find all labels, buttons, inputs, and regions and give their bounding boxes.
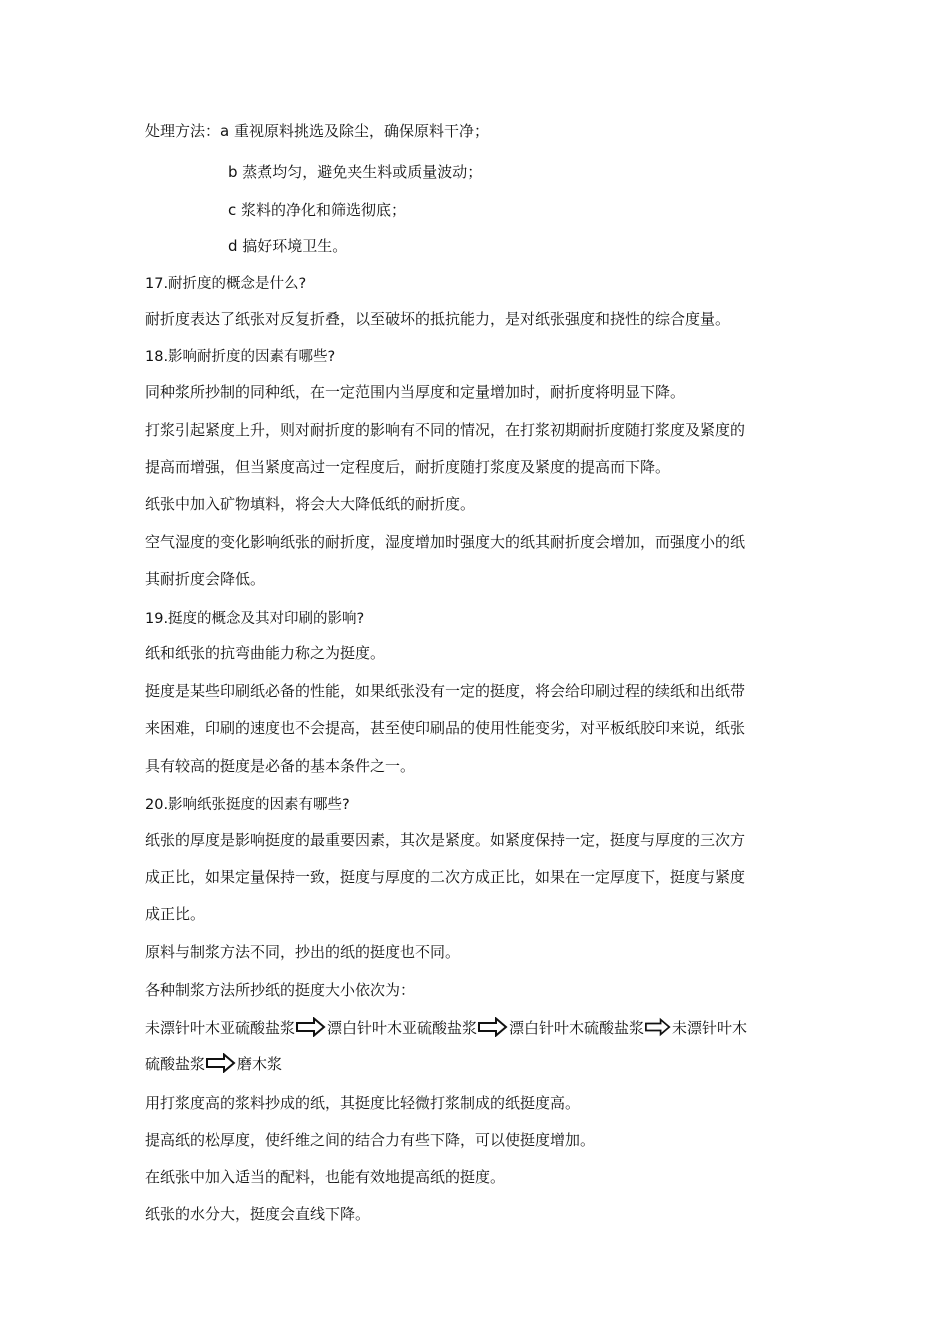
chain-item-1: 未漂针叶木亚硫酸盐浆 (145, 1019, 296, 1037)
treatment-item-a: a 重视原料挑选及除尘，确保原料干净； (220, 122, 489, 140)
right-hollow-arrow-icon (478, 1017, 508, 1042)
q20-line-2: 成正比，如果定量保持一致，挺度与厚度的二次方成正比，如果在一定厚度下，挺度与紧度 (145, 868, 746, 886)
q18-line-3: 提高而增强，但当紧度高过一定程度后，耐折度随打浆度及紧度的提高而下降。 (145, 458, 671, 476)
q20-tail-line-2: 提高纸的松厚度，使纤维之间的结合力有些下降，可以使挺度增加。 (145, 1131, 596, 1149)
q19-line-4: 具有较高的挺度是必备的基本条件之一。 (145, 757, 416, 775)
q18-line-1: 同种浆所抄制的同种纸，在一定范围内当厚度和定量增加时，耐折度将明显下降。 (145, 383, 686, 401)
q20-line-3: 成正比。 (145, 905, 206, 923)
q18-line-5: 空气湿度的变化影响纸张的耐折度，湿度增加时强度大的纸其耐折度会增加，而强度小的纸 (145, 533, 746, 551)
right-hollow-arrow-icon (296, 1017, 326, 1042)
pulp-chain-line-1 (145, 1017, 810, 1042)
treatment-item-d: d 搞好环境卫生。 (228, 237, 348, 255)
chain-item-3: 漂白针叶木硫酸盐浆 (509, 1019, 645, 1037)
q20-tail-line-1: 用打浆度高的浆料抄成的纸，其挺度比轻微打浆制成的纸挺度高。 (145, 1094, 581, 1112)
q20-line-4: 原料与制浆方法不同，抄出的纸的挺度也不同。 (145, 943, 461, 961)
chain-item-2: 漂白针叶木亚硫酸盐浆 (327, 1019, 478, 1037)
chain-item-5: 磨木浆 (237, 1055, 283, 1073)
chain-item-4-cont: 硫酸盐浆 (145, 1055, 206, 1073)
q19-line-2: 挺度是某些印刷纸必备的性能，如果纸张没有一定的挺度，将会给印刷过程的续纸和出纸带 (145, 682, 746, 700)
q20-line-5: 各种制浆方法所抄纸的挺度大小依次为： (145, 981, 416, 999)
q20-tail-line-4: 纸张的水分大，挺度会直线下降。 (145, 1205, 371, 1223)
q18-line-6: 其耐折度会降低。 (145, 570, 266, 588)
right-hollow-arrow-icon (206, 1053, 236, 1078)
q19-heading: 19.挺度的概念及其对印刷的影响? (145, 611, 365, 627)
q20-heading: 20.影响纸张挺度的因素有哪些? (145, 797, 350, 813)
q18-line-4: 纸张中加入矿物填料，将会大大降低纸的耐折度。 (145, 495, 476, 513)
treatment-label: 处理方法： (145, 122, 221, 140)
chain-item-4: 未漂针叶木 (672, 1019, 748, 1037)
treatment-item-c: c 浆料的净化和筛选彻底； (228, 201, 407, 219)
pulp-chain-line-2 (145, 1053, 810, 1078)
q20-tail-line-3: 在纸张中加入适当的配料，也能有效地提高纸的挺度。 (145, 1168, 506, 1186)
q18-heading: 18.影响耐折度的因素有哪些? (145, 349, 336, 365)
treatment-line-a (145, 121, 810, 141)
q19-line-1: 纸和纸张的抗弯曲能力称之为挺度。 (145, 644, 386, 662)
q17-heading: 17.耐折度的概念是什么? (145, 276, 307, 292)
q18-line-2: 打浆引起紧度上升，则对耐折度的影响有不同的情况，在打浆初期耐折度随打浆度及紧度的 (145, 421, 746, 439)
q17-line-1: 耐折度表达了纸张对反复折叠，以至破坏的抵抗能力，是对纸张强度和挠性的综合度量。 (145, 310, 731, 328)
treatment-item-b: b 蒸煮均匀，避免夹生料或质量波动； (228, 163, 483, 181)
q20-line-1: 纸张的厚度是影响挺度的最重要因素，其次是紧度。如紧度保持一定，挺度与厚度的三次方 (145, 831, 746, 849)
right-hollow-arrow-icon (645, 1017, 671, 1042)
q19-line-3: 来困难，印刷的速度也不会提高，甚至使印刷品的使用性能变劣，对平板纸胶印来说，纸张 (145, 719, 746, 737)
